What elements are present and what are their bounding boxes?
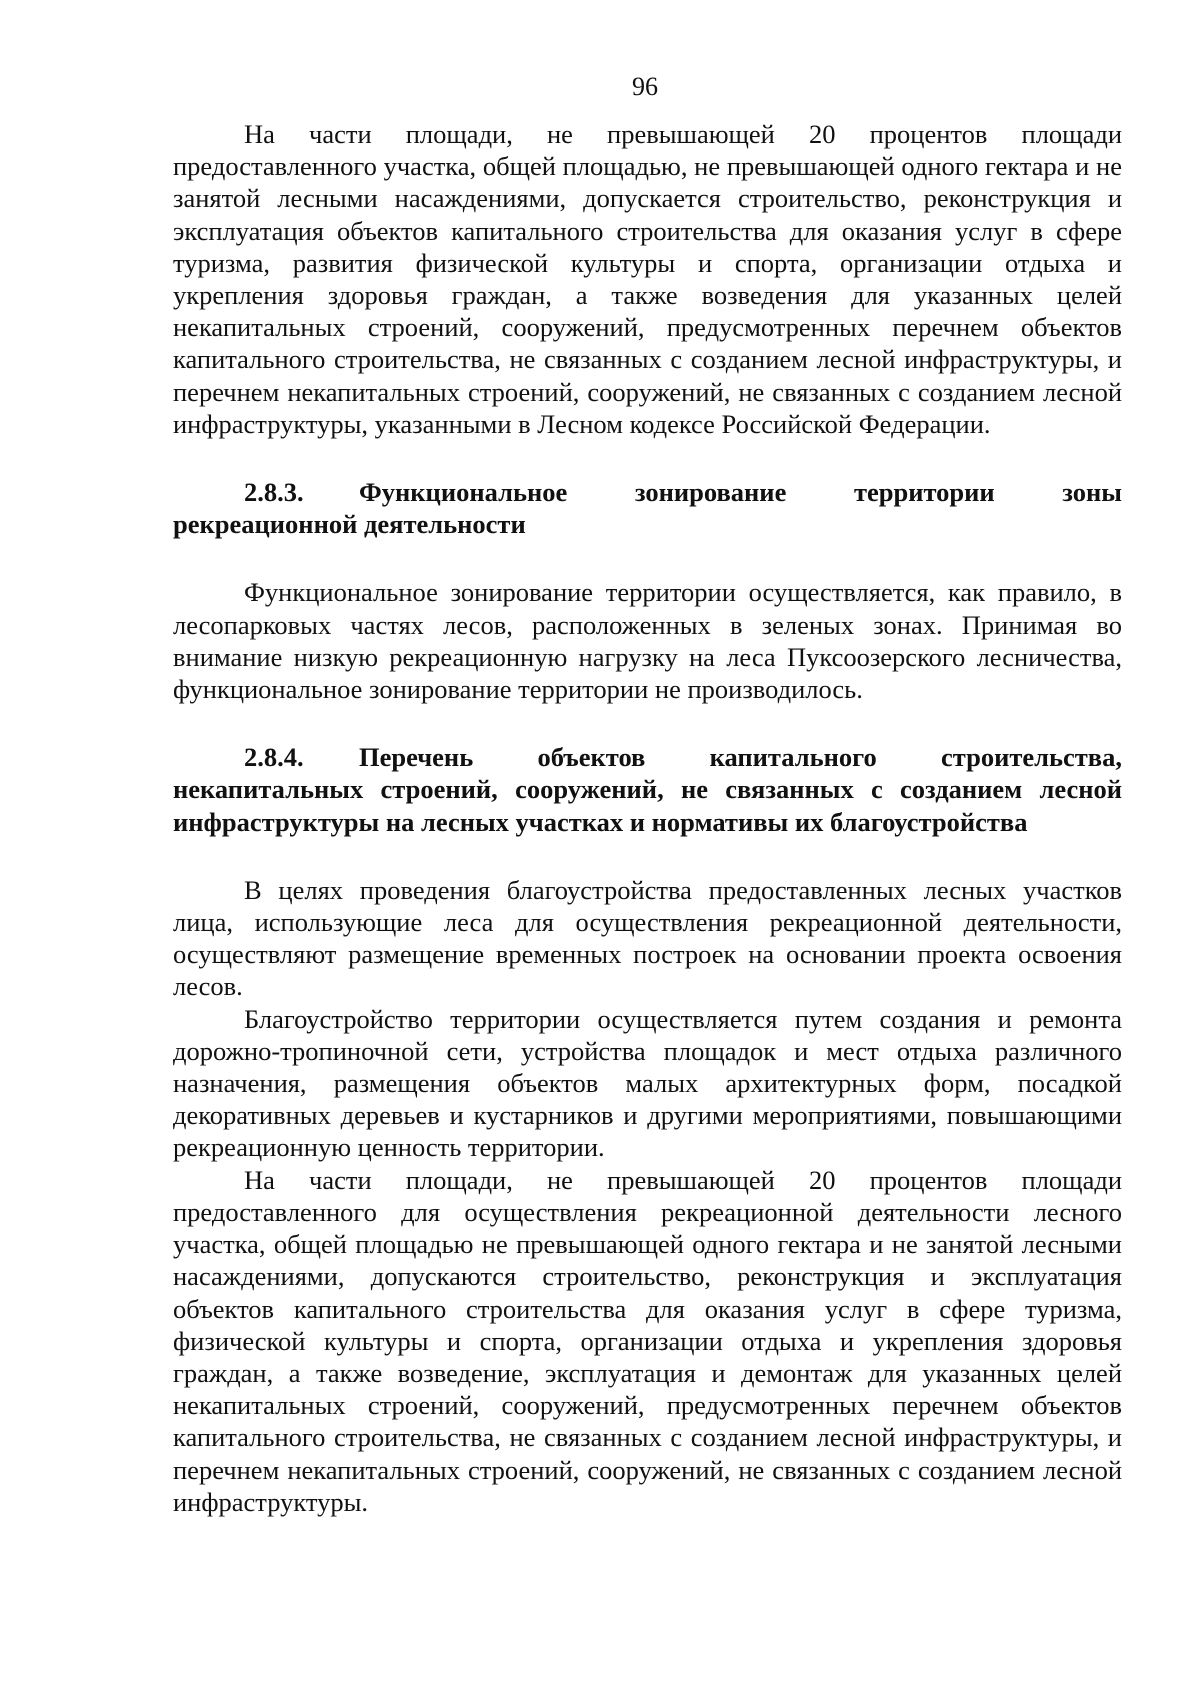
page-content — [173, 118, 1122, 1518]
paragraph-construction-allowance: На части площади, не превышающей 20 процентов площади предоставленного для осуществления рекреационной деятельности лесного участка, общей площадью не превышающей одного гектара и не занятой лесными насаждениями, допускаются строительство, реконструкция и эксплуатация объектов капитального строительства для оказания услуг в сфере туризма, физической культуры и спорта, организации отдыха и укрепления здоровья граждан, а также возведение, эксплуатация и демонтаж для указанных целей некапитальных строений, сооружений, предусмотренных перечнем объектов капитального строительства, не связанных с созданием лесной инфраструктуры, и перечнем некапитальных строений, сооружений, не связанных с созданием лесной инфраструктуры. — [173, 1164, 1122, 1517]
section-title: Функциональное зонирование территории зоны рекреационной деятельности — [173, 477, 1122, 540]
section-heading-2-8-4 — [173, 741, 1122, 838]
section-number: 2.8.4. — [244, 742, 304, 773]
section-title: Перечень объектов капитального строительства, некапитальных строений, сооружений, не связанных с созданием лесной инфраструктуры на лесных участках и нормативы их благоустройства — [173, 742, 1122, 837]
page-number: 96 — [632, 72, 658, 101]
paragraph-improvement-purposes: В целях проведения благоустройства предоставленных лесных участков лица, использующие леса для осуществления рекреационной деятельности, осуществляют размещение временных построек на основании проекта освоения лесов. — [173, 874, 1122, 1002]
paragraph-construction-limits: На части площади, не превышающей 20 процентов площади предоставленного участка, общей площадью, не превышающей одного гектара и не занятой лесными насаждениями, допускается строительство, реконструкция и эксплуатация объектов капитального строительства для оказания услуг в сфере туризма, развития физической культуры и спорта, организации отдыха и укрепления здоровья граждан, а также возведения для указанных целей некапитальных строений, сооружений, предусмотренных перечнем объектов капитального строительства, не связанных с созданием лесной инфраструктуры, и перечнем некапитальных строений, сооружений, не связанных с созданием лесной инфраструктуры, указанными в Лесном кодексе Российской Федерации. — [173, 119, 1122, 439]
paragraph-improvement-methods: Благоустройство территории осуществляется путем создания и ремонта дорожно-тропиночной сети, устройства площадок и мест отдыха различного назначения, размещения объектов малых архитектурных форм, посадкой декоративных деревьев и кустарников и другими мероприятиями, повышающими рекреационную ценность территории. — [173, 1003, 1122, 1163]
paragraph-functional-zoning: Функциональное зонирование территории осуществляется, как правило, в лесопарковых частях лесов, расположенных в зеленых зонах. Принимая во внимание низкую рекреационную нагрузку на леса Пуксоозерского лесничества, функциональное зонирование территории не производилось. — [173, 577, 1122, 705]
section-heading-2-8-3 — [173, 476, 1122, 540]
section-number: 2.8.3. — [244, 477, 304, 508]
